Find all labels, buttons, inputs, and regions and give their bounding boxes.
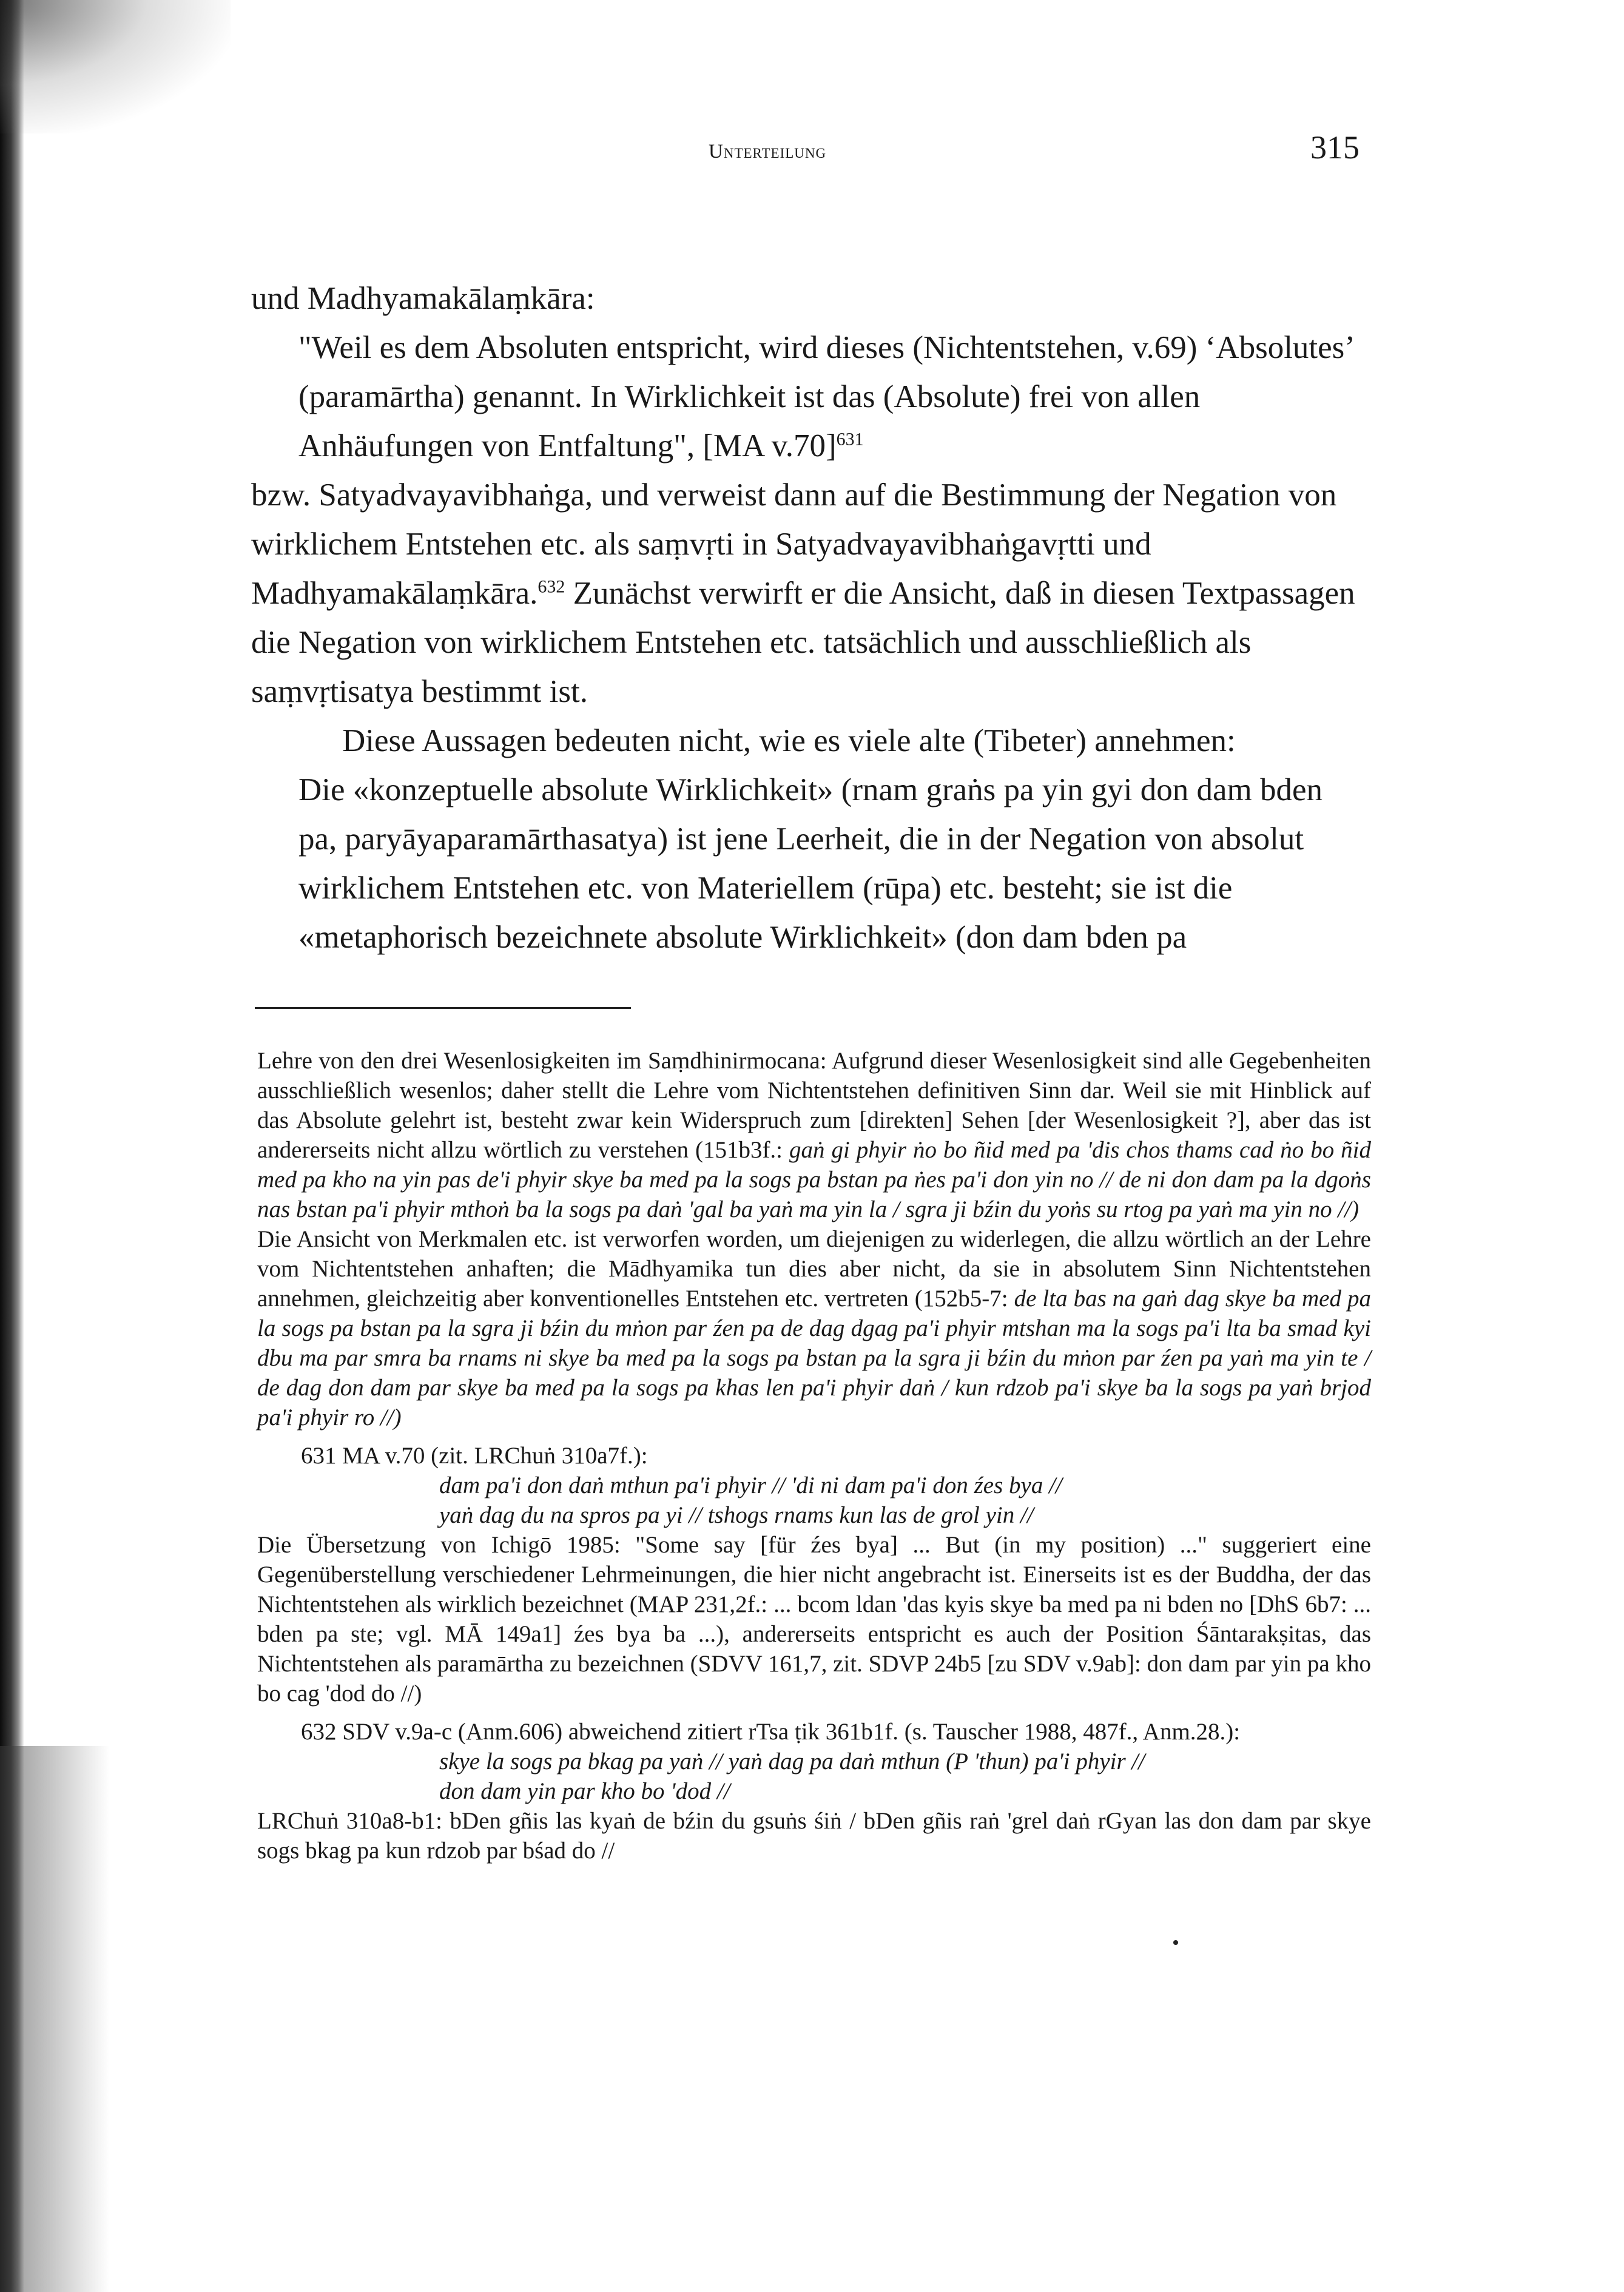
footnote-632-verse-2: don dam yin par kho bo 'dod // [439, 1778, 730, 1804]
footnote-632-text: LRChuṅ 310a8-b1: bDen gñis las kyaṅ de bźin du gsuṅs śiṅ / bDen gñis raṅ 'grel daṅ rGyan las don dam par skye sogs bkag pa kun rdzob par bśad do // [257, 1808, 1371, 1864]
quote-madhyamakalamkara [251, 323, 1361, 471]
footnote-ref-631: 631 [836, 429, 864, 450]
stray-mark [1173, 1940, 1178, 1945]
footnote-separator [255, 1007, 631, 1009]
note-tibetan: gaṅ gi phyir ṅo bo ñid med pa 'dis chos thams cad ṅo bo ñid med pa kho na yin pas de'i phyir skye ba med pa la sogs pa bstan pa ṅes pa'i don yin no // de ni don dam pa la dgoṅs nas bstan pa'i phyir mthoṅ ba la sogs pa daṅ 'gal ba yaṅ ma yin la / sgra ji bźin du yoṅs su rtog pa yaṅ ma yin no //) [257, 1137, 1372, 1222]
note-text: Lehre von den drei Wesenlosigkeiten im Saṃdhinirmocana: Aufgrund dieser Wesenlosigkeit sind alle Gegebenheiten ausschließlich wesenlos; daher stellt die Lehre vom Nichtentstehen definitiven Sinn dar. Weil sie mit Hinblick auf das Absolute gelehrt ist, besteht zwar kein Widerspruch zum [direkten] Sehen [der Wesenlosigkeit ?], aber das ist andererseits nicht allzu wörtlich zu verstehen (151b3f.: [257, 1048, 1371, 1163]
paragraph-intro: und Madhyamakālaṃkāra: [251, 281, 595, 316]
footnote-631-verse-1: dam pa'i don daṅ mthun pa'i phyir // 'di ni dam pa'i don źes bya // [439, 1472, 1062, 1498]
quote-text: "Weil es dem Absoluten entspricht, wird dieses (Nichtentstehen, v.69) ‘Absolutes’ (paramārtha) genannt. In Wirklichkeit ist das (Absolute) frei von allen Anhäufungen von Entfaltung", [MA v.70] [298, 330, 1353, 463]
paragraph-text-cont: Zunächst verwirft er die Ansicht, daß in diesen Textpassagen die Negation von wirklichem Entstehen etc. tatsächlich und ausschließlich als saṃvṛtisatya bestimmt ist. [251, 576, 1355, 709]
footnote-632-heading: 632 SDV v.9a-c (Anm.606) abweichend zitiert rTsa ṭik 361b1f. (s. Tauscher 1988, 487f., Anm.28.): [301, 1719, 1241, 1745]
footnote-631-verse-2: yaṅ dag du na spros pa yi // tshogs rnams kun las de grol yin // [439, 1502, 1034, 1528]
scan-shadow-bottom [0, 1746, 109, 2292]
paragraph-text: bzw. Satyadvayavibhaṅga, und verweist dann auf die Bestimmung der Negation von wirklichem Entstehen etc. als saṃvṛti in Satyadvayavibhaṅgavṛtti und Madhyamakālaṃkāra. [251, 477, 1337, 611]
footnotes [257, 1046, 1371, 1866]
quote-conceptual-absolute: Die «konzeptuelle absolute Wirklichkeit» (rnam graṅs pa yin gyi don dam bden pa, paryāyaparamārthasatya) ist jene Leerheit, die in der Negation von absolut wirklichem Entstehen etc. von Materiellem (rūpa) etc. besteht; sie ist die «metaphorisch bezeichnete absolute Wirklichkeit» (don dam bden pa [298, 772, 1323, 955]
page-number: 315 [1310, 129, 1360, 166]
footnote-ref-632: 632 [537, 576, 565, 597]
paragraph-statements: Diese Aussagen bedeuten nicht, wie es viele alte (Tibeter) annehmen: [342, 723, 1236, 758]
note-text: Die Ansicht von Merkmalen etc. ist verworfen worden, um diejenigen zu widerlegen, die allzu wörtlich an der Lehre vom Nichtentstehen anhaften; die Mādhyamika tun dies aber nicht, da sie in absolutem Sinn Nichtentstehen annehmen, gleichzeitig aber konventionelles Entstehen etc. vertreten (152b5-7: [257, 1226, 1371, 1312]
footnote-631-heading: 631 MA v.70 (zit. LRChuṅ 310a7f.): [301, 1443, 648, 1469]
running-header: Unterteilung [709, 141, 827, 163]
main-text [251, 274, 1361, 962]
footnote-631-text: Die Übersetzung von Ichigō 1985: "Some say [für źes bya] ... But (in my position) ..." suggeriert eine Gegenüberstellung verschiedener Lehrmeinungen, die hier nicht angebracht ist. Einerseits ist es der Buddha, der das Nichtentstehen als wirklich bezeichnet (MAP 231,2f.: ... bcom ldan 'das kyis skye ba med pa ni bden no [DhS 6b7: ... bden pa ste; vgl. MĀ 149a1] źes bya ba ...), andererseits entspricht es auch der Position Śāntarakṣitas, das Nichtentstehen als paramārtha zu bezeichnen (SDVV 161,7, zit. SDVP 24b5 [zu SDV v.9ab]: don dam par yin pa kho bo cag 'dod do //) [257, 1532, 1371, 1707]
scan-shadow-top [0, 0, 231, 133]
note-tibetan: de lta bas na gaṅ dag skye ba med pa la sogs pa bstan pa la sgra ji bźin du mṅon par źen pa de dag dgag pa'i phyir mtshan ma la sogs pa'i lta ba smad kyi dbu ma par smra ba rnams ni skye ba med pa la sogs pa bstan pa la sgra ji bźin du mṅon par źen pa yaṅ ma yin te / de dag don dam par skye ba med pa la sogs pa khas len pa'i phyir daṅ / kun rdzob pa'i skye ba la sogs pa yaṅ brjod pa'i phyir ro //) [257, 1286, 1372, 1431]
paragraph-negation [251, 471, 1361, 716]
footnote-632-verse-1: skye la sogs pa bkag pa yaṅ // yaṅ dag pa daṅ mthun (P 'thun) pa'i phyir // [439, 1748, 1145, 1775]
footnote-continuation-2 [257, 1224, 1371, 1432]
footnote-continuation-1 [257, 1046, 1371, 1224]
